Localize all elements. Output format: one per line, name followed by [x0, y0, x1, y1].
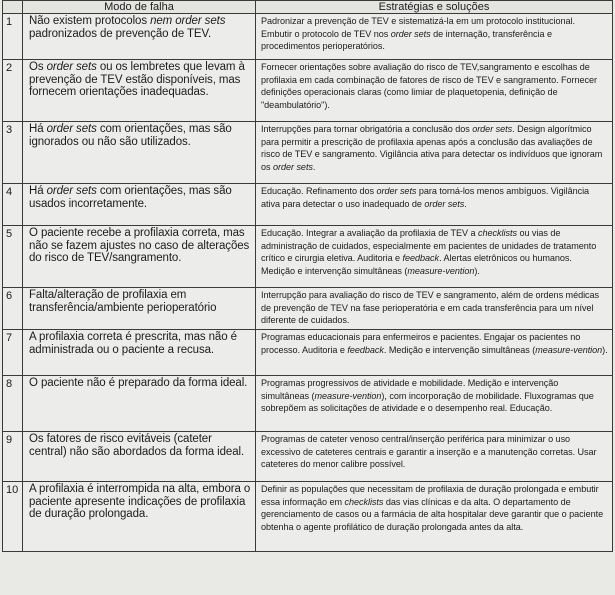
- row-number: 4: [3, 184, 23, 226]
- solution-cell: Educação. Refinamento dos order sets para torná-los menos ambíguos. Vigilância ativa para detectar o uso inadequado de order sets.: [256, 184, 613, 226]
- failure-mode-cell: O paciente não é preparado da forma ideal.: [23, 376, 256, 432]
- solution-cell: Programas de cateter venoso central/inserção periférica para minimizar o uso excessivo de cateteres centrais e garantir a inserção e a manutenção corretas. Usar cateteres do menor calibre possível.: [256, 432, 613, 482]
- table-row: [3, 226, 613, 288]
- table-header-row: [3, 1, 613, 14]
- row-number: 10: [3, 482, 23, 552]
- table-row: [3, 122, 613, 184]
- failure-mode-cell: Não existem protocolos nem order sets padronizados de prevenção de TEV.: [23, 14, 256, 60]
- row-number: 3: [3, 122, 23, 184]
- header-failure-mode: Modo de falha: [23, 1, 256, 14]
- table-row: [3, 376, 613, 432]
- table-row: [3, 60, 613, 122]
- table-row: [3, 330, 613, 376]
- failure-mode-cell: Falta/alteração de profilaxia em transferência/ambiente perioperatório: [23, 288, 256, 330]
- solution-cell: Educação. Integrar a avaliação da profilaxia de TEV a checklists ou vias de administração de cuidados, especialmente em pacientes de unidades de tratamento crítico e cirurgia eletiva. Auditoria e feedback. Alertas eletrônicos ou humanos. Medição e intervenção simultâneas (measure-vention).: [256, 226, 613, 288]
- row-number: 8: [3, 376, 23, 432]
- table-row: [3, 288, 613, 330]
- solution-cell: Programas educacionais para enfermeiros e pacientes. Engajar os pacientes no processo. Auditoria e feedback. Medição e intervenção simultâneas (measure-vention).: [256, 330, 613, 376]
- row-number: 7: [3, 330, 23, 376]
- row-number: 6: [3, 288, 23, 330]
- failure-mode-cell: A profilaxia é interrompida na alta, embora o paciente apresente indicações de profilaxia de duração prolongada.: [23, 482, 256, 552]
- row-number: 2: [3, 60, 23, 122]
- failure-mode-cell: Os fatores de risco evitáveis (cateter central) não são abordados da forma ideal.: [23, 432, 256, 482]
- failure-mode-cell: Há order sets com orientações, mas são ignorados ou não são utilizados.: [23, 122, 256, 184]
- failure-mode-cell: A profilaxia correta é prescrita, mas não é administrada ou o paciente a recusa.: [23, 330, 256, 376]
- solution-cell: Padronizar a prevenção de TEV e sistematizá-la em um protocolo institucional. Embutir o protocolo de TEV nos order sets de internação, transferência e procedimentos perioperatórios.: [256, 14, 613, 60]
- solution-cell: Fornecer orientações sobre avaliação do risco de TEV,sangramento e escolhas de profilaxia em cada combinação de fatores de risco de TEV e sangramento. Fornecer definições operacionais claras (como limiar de plaquetopenia, definição de "deambulatório").: [256, 60, 613, 122]
- solution-cell: Definir as populações que necessitam de profilaxia de duração prolongada e embutir essa informação em checklists das vias clínicas e da alta. O departamento de gerenciamento de casos ou a farmácia de alta hospitalar deve garantir que o paciente obtenha o agente profilático de duração prolongada antes da alta.: [256, 482, 613, 552]
- failure-modes-table: [2, 0, 613, 552]
- table-row: [3, 482, 613, 552]
- row-number: 9: [3, 432, 23, 482]
- failure-mode-cell: Há order sets com orientações, mas são usados incorretamente.: [23, 184, 256, 226]
- row-number: 1: [3, 14, 23, 60]
- failure-mode-cell: O paciente recebe a profilaxia correta, mas não se fazem ajustes no caso de alterações do risco de TEV/sangramento.: [23, 226, 256, 288]
- table-row: [3, 184, 613, 226]
- header-number: [3, 1, 23, 14]
- solution-cell: Interrupção para avaliação do risco de TEV e sangramento, além de ordens médicas de prevenção de TEV na fase perioperatória e em cada transferência para um nível diferente de cuidados.: [256, 288, 613, 330]
- table-row: [3, 14, 613, 60]
- solution-cell: Interrupções para tornar obrigatória a conclusão dos order sets. Design algorítmico para permitir a prescrição de profilaxia apenas após a conclusão das avaliações de risco de TEV e sangramento. Vigilância ativa para detectar os indivíduos que ignoram os order sets.: [256, 122, 613, 184]
- table-row: [3, 432, 613, 482]
- failure-mode-cell: Os order sets ou os lembretes que levam à prevenção de TEV estão disponíveis, mas fornecem orientações inadequadas.: [23, 60, 256, 122]
- row-number: 5: [3, 226, 23, 288]
- header-strategies: Estratégias e soluções: [256, 1, 613, 14]
- solution-cell: Programas progressivos de atividade e mobilidade. Medição e intervenção simultâneas (measure-vention), com incorporação de mobilidade. Fluxogramas que sobrepõem as solicitações de atividade e o desempenho real. Educação.: [256, 376, 613, 432]
